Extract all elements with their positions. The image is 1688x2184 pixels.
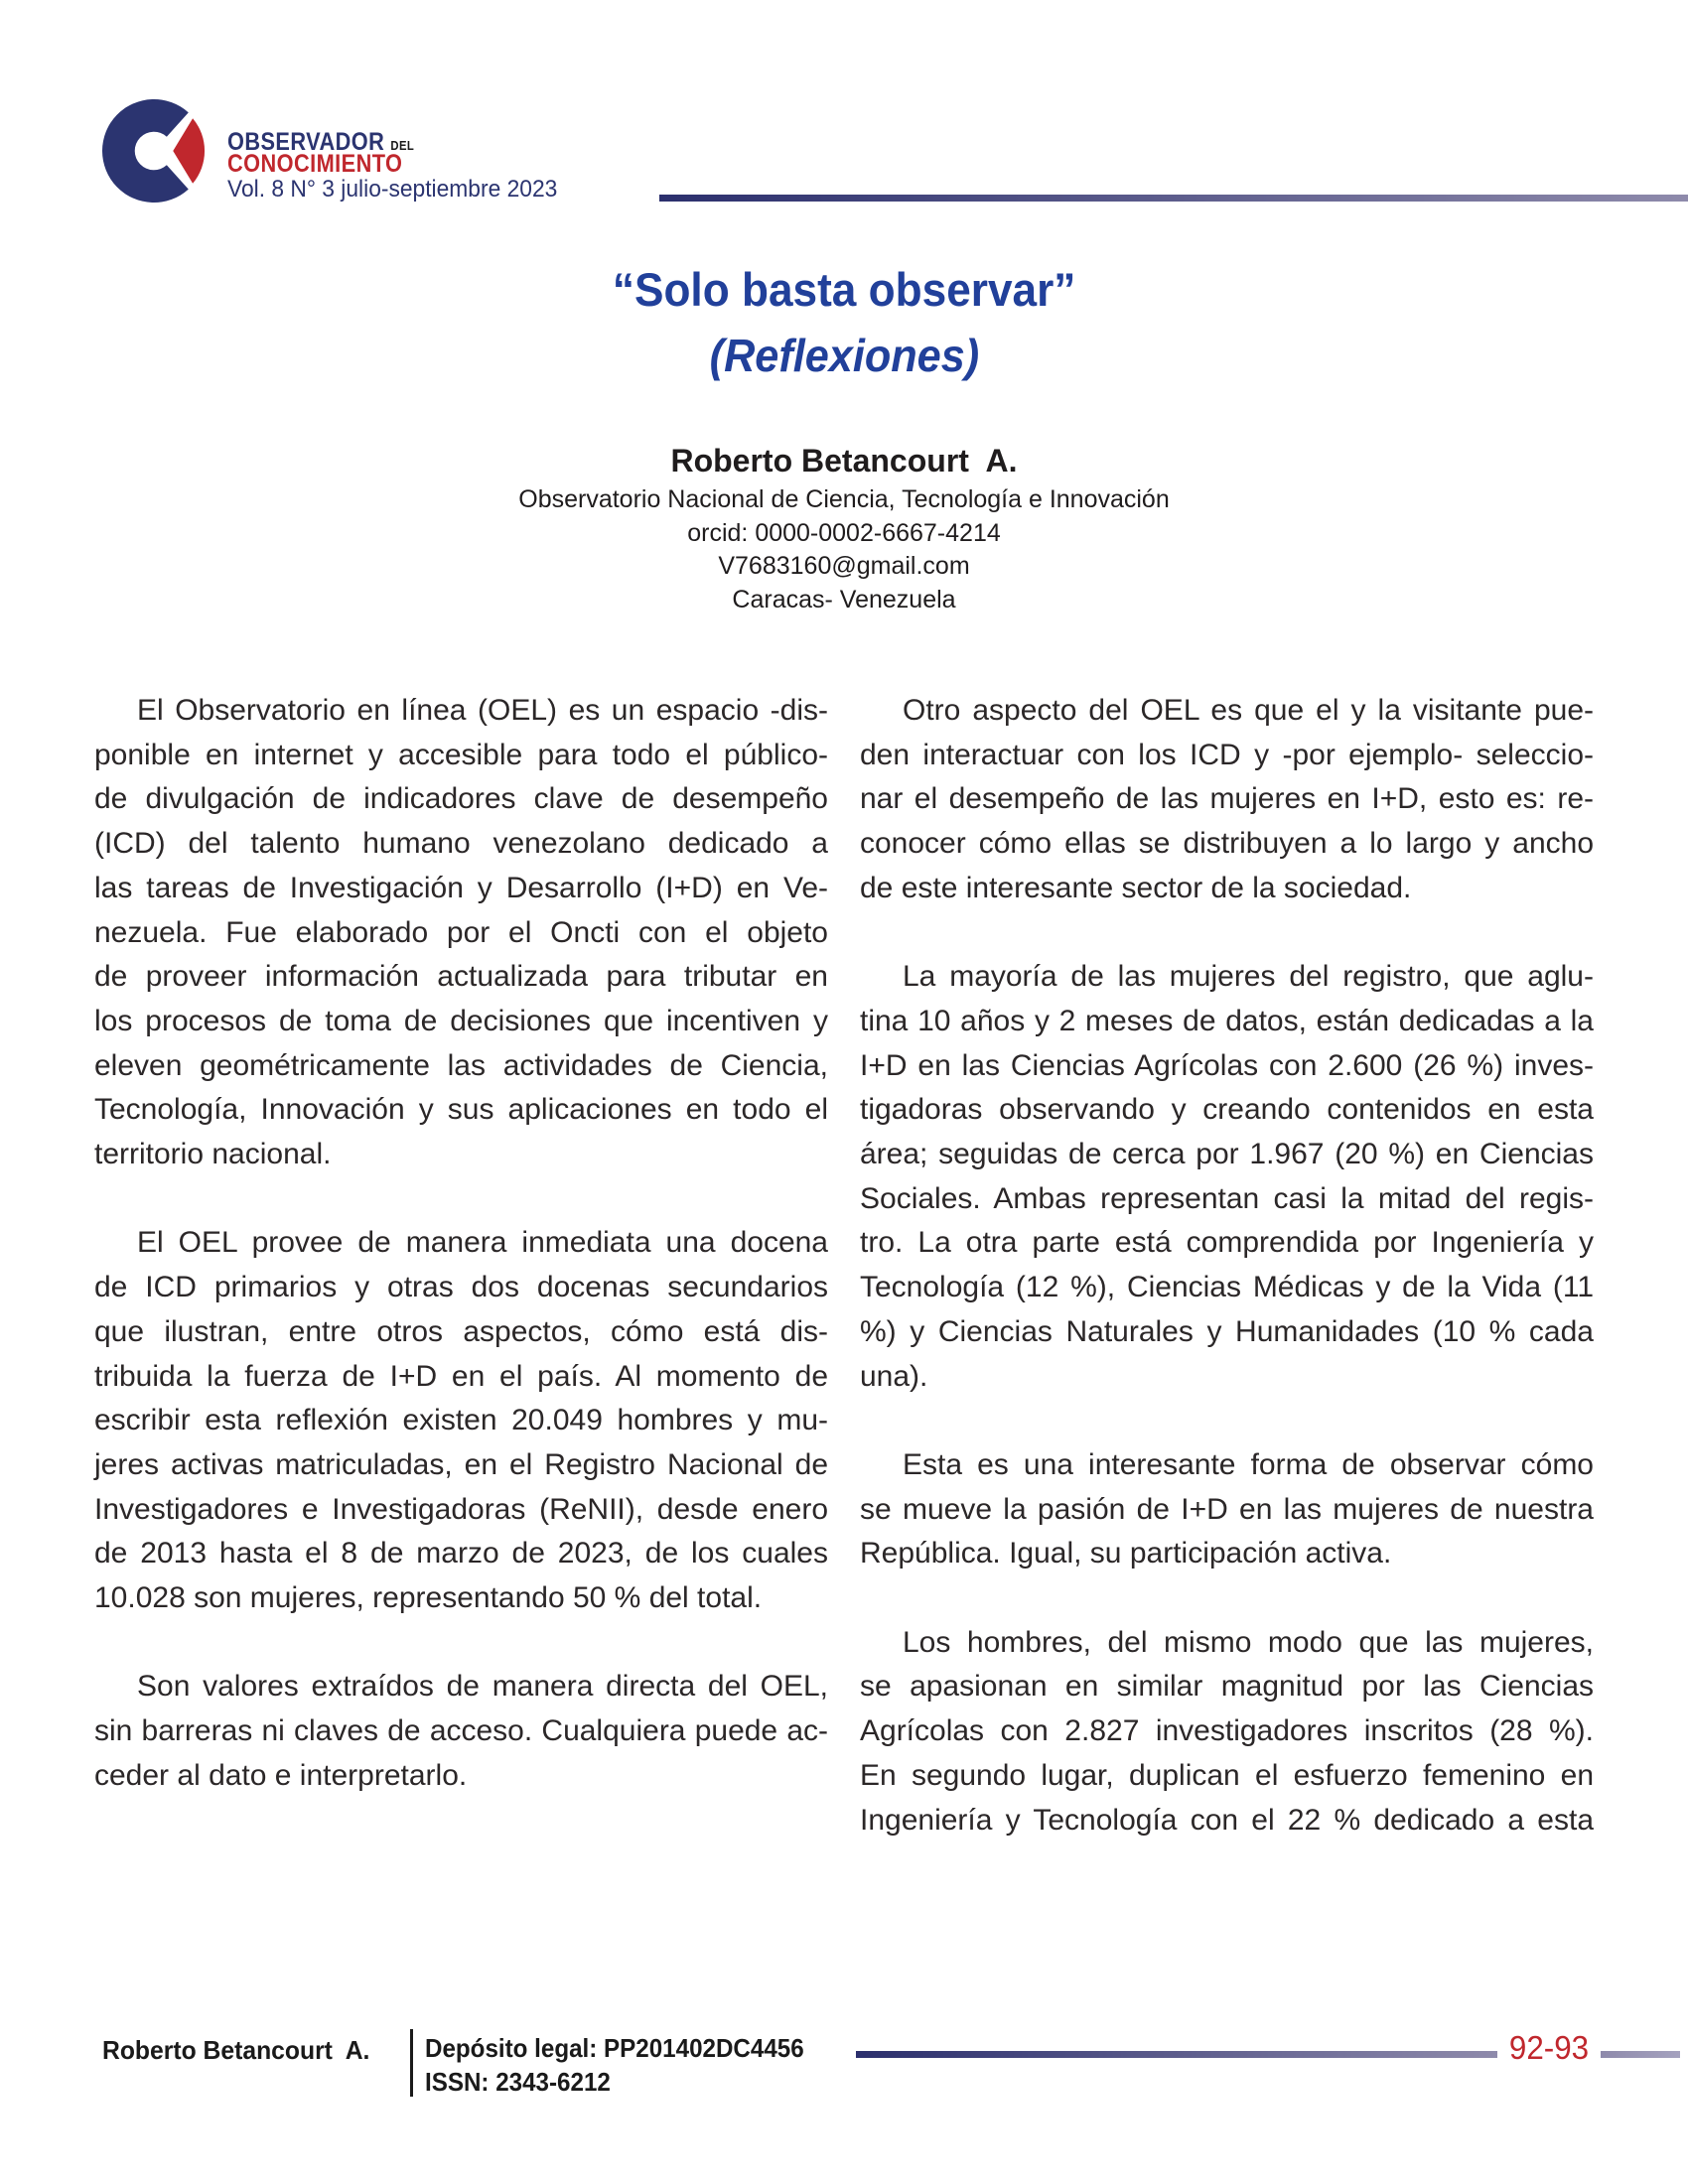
text-line: conocer cómo ellas se distribuyen a lo largo y ancho [860,827,1594,861]
text-line: (ICD) del talento humano venezolano dedicado a [94,827,828,861]
paragraph [860,1621,1594,1843]
text-line: territorio nacional. [94,1138,332,1171]
text-line: tribuida la fuerza de I+D en el país. Al momento de [94,1359,828,1393]
text-line: área; seguidas de cerca por 1.967 (20 %) en Ciencias [860,1138,1594,1171]
text-line: tina 10 años y 2 meses de datos, están dedicadas a la [860,1004,1594,1037]
right-column [860,689,1594,1843]
text-line: las tareas de Investigación y Desarrollo (I+D) en Ve- [94,871,828,904]
author-affiliation: Observatorio Nacional de Ciencia, Tecnología e Innovación [518,485,1170,513]
text-line: jeres activas matriculadas, en el Registro Nacional de [94,1447,828,1481]
footer-legal-block [425,2031,804,2099]
left-column [94,689,828,1843]
logo-word-observador: OBSERVADOR [227,128,385,156]
text-line: de ICD primarios y otras dos docenas secundarios [94,1271,828,1304]
text-line: se mueve la pasión de I+D en las mujeres de nuestra [860,1492,1594,1526]
footer-author: Roberto Betancourt A. [102,2035,370,2065]
text-line: de proveer información actualizada para tributar en [94,960,828,994]
text-line: que ilustran, entre otros aspectos, cómo está dis- [94,1314,828,1348]
text-line: República. Igual, su participación activa. [860,1537,1392,1570]
paragraph [860,689,1594,911]
text-line: tigadoras observando y creando contenidos en esta [860,1093,1594,1127]
paragraph [94,1665,828,1798]
text-line: sin barreras ni claves de acceso. Cualquiera puede ac- [94,1714,828,1748]
text-line: una). [860,1359,928,1393]
text-line: tro. La otra parte está comprendida por Ingeniería y [860,1226,1594,1260]
deposit-legal: Depósito legal: PP201402DC4456 [425,2033,804,2063]
page-numbers: 92-93 [1508,2029,1590,2066]
paragraph [860,955,1594,1399]
text-line: En segundo lugar, duplican el esfuerzo femenino en [860,1758,1594,1792]
paragraph [94,689,828,1177]
text-line: Otro aspecto del OEL es que el y la visitante pue- [903,694,1594,727]
footer-rule-left [856,2051,1497,2058]
author-location: Caracas- Venezuela [732,585,956,614]
footer-divider [410,2029,413,2097]
text-line: los procesos de toma de decisiones que incentiven y [94,1004,828,1037]
article-title: “Solo basta observar” [612,263,1076,316]
text-line: Sociales. Ambas representan casi la mitad del regis- [860,1181,1594,1215]
author-details [0,483,1688,616]
author-name: Roberto Betancourt A. [670,443,1018,478]
text-line: %) y Ciencias Naturales y Humanidades (10 % cada [860,1314,1594,1348]
logo-word-conocimiento: CONOCIMIENTO [227,150,403,178]
footer-rule-right [1601,2051,1680,2058]
text-line: den interactuar con los ICD y -por ejemplo- seleccio- [860,738,1594,771]
text-line: Son valores extraídos de manera directa del OEL, [137,1670,828,1704]
paragraph [94,1221,828,1620]
article-subtitle: (Reflexiones) [709,330,979,381]
header-rule [659,195,1688,202]
logo-row-conocimiento [227,150,414,178]
text-line: de este interesante sector de la sociedad. [860,871,1412,904]
journal-logo-text [227,128,442,178]
author-orcid: orcid: 0000-0002-6667-4214 [687,518,1001,547]
journal-logo-icon [102,99,206,203]
author-email: V7683160@gmail.com [718,552,970,580]
text-line: Tecnología (12 %), Ciencias Médicas y de la Vida (11 [860,1271,1594,1304]
article-body [94,689,1594,1843]
text-line: eleven geométricamente las actividades de Ciencia, [94,1048,828,1082]
text-line: ponible en internet y accesible para todo el público- [94,738,828,771]
text-line: Investigadores e Investigadoras (ReNII), desde enero [94,1492,828,1526]
text-line: Esta es una interesante forma de observar cómo [903,1447,1594,1481]
text-line: I+D en las Ciencias Agrícolas con 2.600 (26 %) inves- [860,1048,1594,1082]
volume-issue-line: Vol. 8 N° 3 julio-septiembre 2023 [227,176,558,203]
text-line: nar el desempeño de las mujeres en I+D, esto es: re- [860,782,1594,816]
logo-word-del: DEL [390,138,415,153]
text-line: 10.028 son mujeres, representando 50 % del total. [94,1581,763,1615]
text-line: El Observatorio en línea (OEL) es un espacio -dis- [137,694,828,727]
paragraph [860,1443,1594,1576]
issn: ISSN: 2343-6212 [425,2067,611,2097]
text-line: La mayoría de las mujeres del registro, que aglu- [903,960,1594,994]
text-line: de divulgación de indicadores clave de desempeño [94,782,828,816]
text-line: El OEL provee de manera inmediata una docena [137,1226,828,1260]
text-line: nezuela. Fue elaborado por el Oncti con el objeto [94,915,828,949]
text-line: ceder al dato e interpretarlo. [94,1758,468,1792]
text-line: Ingeniería y Tecnología con el 22 % dedicado a esta [860,1803,1594,1837]
text-line: Tecnología, Innovación y sus aplicaciones en todo el [94,1093,828,1127]
text-line: Los hombres, del mismo modo que las mujeres, [903,1625,1594,1659]
text-line: de 2013 hasta el 8 de marzo de 2023, de los cuales [94,1537,828,1570]
text-line: Agrícolas con 2.827 investigadores inscritos (28 %). [860,1714,1594,1748]
text-line: escribir esta reflexión existen 20.049 hombres y mu- [94,1404,828,1437]
text-line: se apasionan en similar magnitud por las Ciencias [860,1670,1594,1704]
